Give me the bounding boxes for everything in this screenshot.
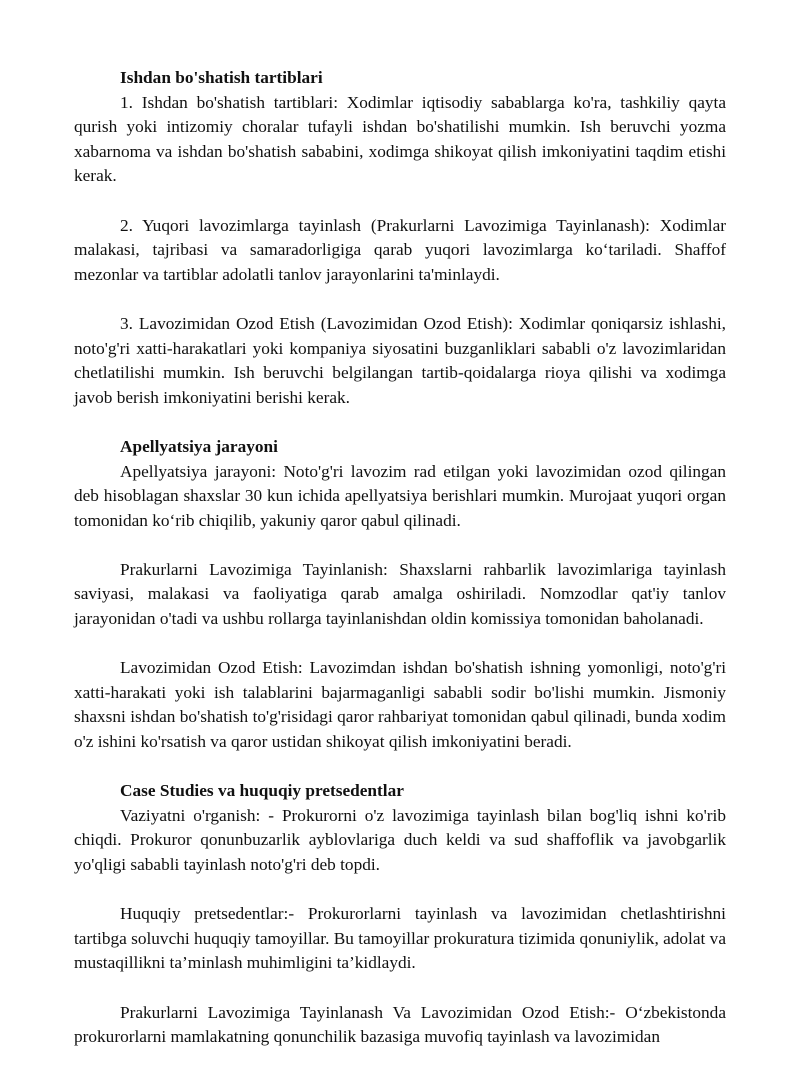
paragraph-release-from-office: Lavozimidan Ozod Etish: Lavozimdan ishdan bo'shatish ishning yomonligi, noto'g'ri xatti-harakati yoki ish talablarini bajarmaganligi sababli sodir bo'lishi mumkin. Jismoniy shaxsni ishdan bo'shatish to'g'risidagi qaror rahbariyat tomonidan qabul qilinadi, bunda xodim o'z ishini ko'rsatish va qaror ustidan shikoyat qilish imkoniyatini beradi. bbox=[74, 658, 726, 752]
paragraph-appeal-process: Apellyatsiya jarayoni: Noto'g'ri lavozim rad etilgan yoki lavozimidan ozod qilingan deb hisoblagan shaxslar 30 kun ichida apellyatsiya berishlari mumkin. Murojaat yuqori organ tomonidan ko‘rib chiqilib, yakuniy qaror qabul qilinadi. bbox=[74, 461, 726, 530]
section-heading-appeal: Apellyatsiya jarayoni bbox=[120, 436, 278, 456]
document-body bbox=[74, 66, 726, 1074]
paragraph-promotion: 2. Yuqori lavozimlarga tayinlash (Prakurlarni Lavozimiga Tayinlanash): Xodimlar malakasi, tajribasi va samaradorligiga qarab yuqori lavozimlarga ko‘tariladi. Shaffof mezonlar va tartiblar adolatli tanlov jarayonlarini ta'minlaydi. bbox=[74, 215, 726, 284]
paragraph-case-study: Vaziyatni o'rganish: - Prokurorni o'z lavozimiga tayinlash bilan bog'liq ishni ko'rib chiqdi. Prokuror qonunbuzarlik ayblovlariga duch keldi va sud shaffoflik va javobgarlik yo'qligi sababli tayinlash noto'g'ri deb topdi. bbox=[74, 805, 726, 874]
paragraph-removal-from-office: 3. Lavozimidan Ozod Etish (Lavozimidan Ozod Etish): Xodimlar qoniqarsiz ishlashi, noto'g'ri xatti-harakatlari yoki kompaniya siyosatini buzganliklari sababli o'z lavozimlaridan chetlatilishi mumkin. Ish beruvchi belgilangan tartib-qoidalarga rioya qilishi va xodimga javob berish imkoniyatini berishi kerak. bbox=[74, 313, 726, 407]
section-heading-dismissal: Ishdan bo'shatish tartiblari bbox=[120, 68, 323, 87]
section-heading-case-studies: Case Studies va huquqiy pretsedentlar bbox=[120, 781, 404, 801]
paragraph-dismissal-procedures: 1. Ishdan bo'shatish tartiblari: Xodimlar iqtisodiy sabablarga ko'ra, tashkiliy qayta qurish yoki intizomiy choralar tufayli ishdan bo'shatilishi mumkin. Ish beruvchi yozma xabarnoma va ishdan bo'shatish sababini, xodimga shikoyat qilish imkoniyatini taqdim etishi kerak. bbox=[74, 92, 726, 186]
paragraph-appointment: Prakurlarni Lavozimiga Tayinlanish: Shaxslarni rahbarlik lavozimlariga tayinlash saviyasi, malakasi va faoliyatiga qarab amalga oshiriladi. Nomzodlar qat'iy tanlov jarayonidan o'tadi va ushbu rollarga tayinlanishdan oldin komissiya tomonidan baholanadi. bbox=[74, 559, 726, 629]
paragraph-uzbekistan-prosecutors: Prakurlarni Lavozimiga Tayinlanash Va Lavozimidan Ozod Etish:- O‘zbekistonda prokurorlarni mamlakatning qonunchilik bazasiga muvofiq tayinlash va lavozimidan bbox=[74, 1002, 726, 1047]
paragraph-legal-precedents: Huquqiy pretsedentlar:- Prokurorlarni tayinlash va lavozimidan chetlashtirishni tartibga soluvchi huquqiy tamoyillar. Bu tamoyillar prokuratura tizimida qonuniylik, adolat va mustaqillikni ta’minlash muhimligini ta’kidlaydi. bbox=[74, 904, 726, 973]
